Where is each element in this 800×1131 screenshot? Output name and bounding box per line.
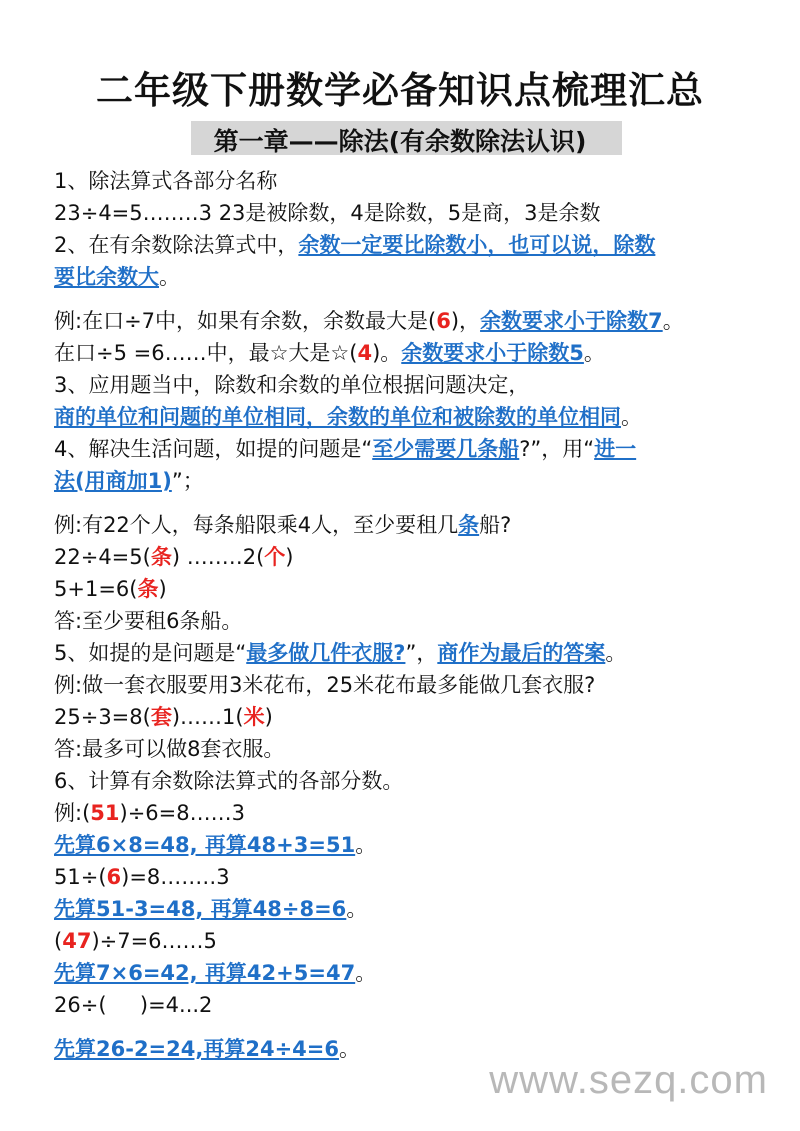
text-line xyxy=(54,605,754,637)
answer-text: 51 xyxy=(90,801,120,825)
text-line xyxy=(54,957,754,989)
text: )……1( xyxy=(171,705,244,729)
highlight-text: 要比余数大 xyxy=(54,265,159,289)
answer-text: 47 xyxy=(62,929,92,953)
highlight-text: 余数一定要比除数小，也可以说，除数 xyxy=(298,233,656,257)
text: 答:至少要租6条船。 xyxy=(54,609,243,633)
text: 。 xyxy=(605,641,627,665)
chapter-title: 第一章——除法(有余数除法认识) xyxy=(213,127,587,156)
text: 23÷4=5……‥3 23是被除数，4是除数，5是商，3是余数 xyxy=(54,201,601,225)
text: 4、解决生活问题，如提的问题是“ xyxy=(54,437,373,461)
text-line xyxy=(54,229,754,261)
text: 2、在有余数除法算式中， xyxy=(54,233,299,257)
answer-text: 米 xyxy=(243,705,265,729)
text: ( xyxy=(54,929,63,953)
text-line xyxy=(54,509,754,541)
text: ?”，用“ xyxy=(519,437,595,461)
highlight-text: 余数要求小于除数7 xyxy=(480,309,663,333)
highlight-text: 先算6×8=48, 再算48+3=51 xyxy=(54,833,356,857)
text: 在口÷5 =6……中，最☆大是☆( xyxy=(54,341,358,365)
text: ) ……‥2( xyxy=(171,545,265,569)
text-line xyxy=(54,989,754,1021)
highlight-text: 至少需要几条船 xyxy=(372,437,520,461)
text: 22÷4=5( xyxy=(54,545,151,569)
text: 5+1=6( xyxy=(54,577,138,601)
text: 5、如提的是问题是“ xyxy=(54,641,247,665)
highlight-text: 条 xyxy=(458,513,480,537)
text: 。 xyxy=(159,265,180,289)
text: )÷7=6……5 xyxy=(91,929,217,953)
text-line xyxy=(54,797,754,829)
text-line xyxy=(54,261,754,293)
text: 25÷3=8( xyxy=(54,705,151,729)
text: 6、计算有余数除法算式的各部分数。 xyxy=(54,769,404,793)
text: ) xyxy=(285,545,294,569)
text-line xyxy=(54,433,754,465)
text: 船? xyxy=(479,513,512,537)
text-line xyxy=(54,925,754,957)
text-line xyxy=(54,465,754,497)
text-line xyxy=(54,337,754,369)
text-line xyxy=(54,165,754,197)
text: 1、除法算式各部分名称 xyxy=(54,169,278,193)
text: 例:( xyxy=(54,801,91,825)
text: 例:在口÷7中，如果有余数，余数最大是( xyxy=(54,309,437,333)
text: 。 xyxy=(355,961,377,985)
text-line xyxy=(54,765,754,797)
text-line xyxy=(54,829,754,861)
text: )， xyxy=(450,309,481,333)
answer-text: 套 xyxy=(150,705,172,729)
text: ) xyxy=(158,577,167,601)
answer-text: 条 xyxy=(137,577,159,601)
answer-text: 个 xyxy=(264,545,286,569)
page-title: 二年级下册数学必备知识点梳理汇总 xyxy=(96,69,704,112)
text: 。 xyxy=(355,833,377,857)
text-line xyxy=(54,573,754,605)
text-line xyxy=(54,637,754,669)
text-line xyxy=(54,541,754,573)
answer-text: 条 xyxy=(150,545,172,569)
text-line xyxy=(54,305,754,337)
answer-text: 6 xyxy=(436,309,451,333)
text: 。 xyxy=(583,341,605,365)
highlight-text: 商作为最后的答案 xyxy=(437,641,606,665)
text: )。 xyxy=(372,341,402,365)
highlight-text: 最多做几件衣服? xyxy=(246,641,406,665)
text: 例:做一套衣服要用3米花布，25米花布最多能做几套衣服? xyxy=(54,673,596,697)
highlight-text: 法(用商加1) xyxy=(54,469,172,493)
text-line xyxy=(54,369,754,401)
text: 。 xyxy=(339,1037,360,1061)
answer-text: 4 xyxy=(357,341,373,365)
text: 3、应用题当中，除数和余数的单位根据问题决定， xyxy=(54,373,530,397)
text-line xyxy=(54,893,754,925)
text: 。 xyxy=(346,897,368,921)
watermark: www.sezq.com xyxy=(489,1058,768,1102)
highlight-text: 商的单位和问题的单位相同，余数的单位和被除数的单位相同 xyxy=(54,405,621,429)
highlight-text: 先算26-2=24,再算24÷4=6 xyxy=(54,1037,339,1061)
answer-text: 6 xyxy=(106,865,122,889)
highlight-text: 先算7×6=42, 再算42+5=47 xyxy=(54,961,356,985)
content xyxy=(54,165,754,1065)
highlight-text: 先算51-3=48, 再算48÷8=6 xyxy=(54,897,347,921)
text-line xyxy=(54,401,754,433)
text-line xyxy=(54,701,754,733)
text: 26÷( )=4...2 xyxy=(54,993,213,1017)
text: ”， xyxy=(405,641,438,665)
text-line xyxy=(54,197,754,229)
text: 。 xyxy=(621,405,642,429)
text-line xyxy=(54,861,754,893)
text: 答:最多可以做8套衣服。 xyxy=(54,737,285,761)
text-line xyxy=(54,733,754,765)
text-line xyxy=(54,669,754,701)
text: ”； xyxy=(171,469,204,493)
text: ) xyxy=(264,705,273,729)
highlight-text: 进一 xyxy=(594,437,637,461)
text: )=8……‥3 xyxy=(121,865,230,889)
text: 51÷( xyxy=(54,865,107,889)
text: )÷6=8……3 xyxy=(119,801,245,825)
highlight-text: 余数要求小于除数5 xyxy=(401,341,584,365)
text: 例:有22个人，每条船限乘4人，至少要租几 xyxy=(54,513,459,537)
text: 。 xyxy=(662,309,684,333)
